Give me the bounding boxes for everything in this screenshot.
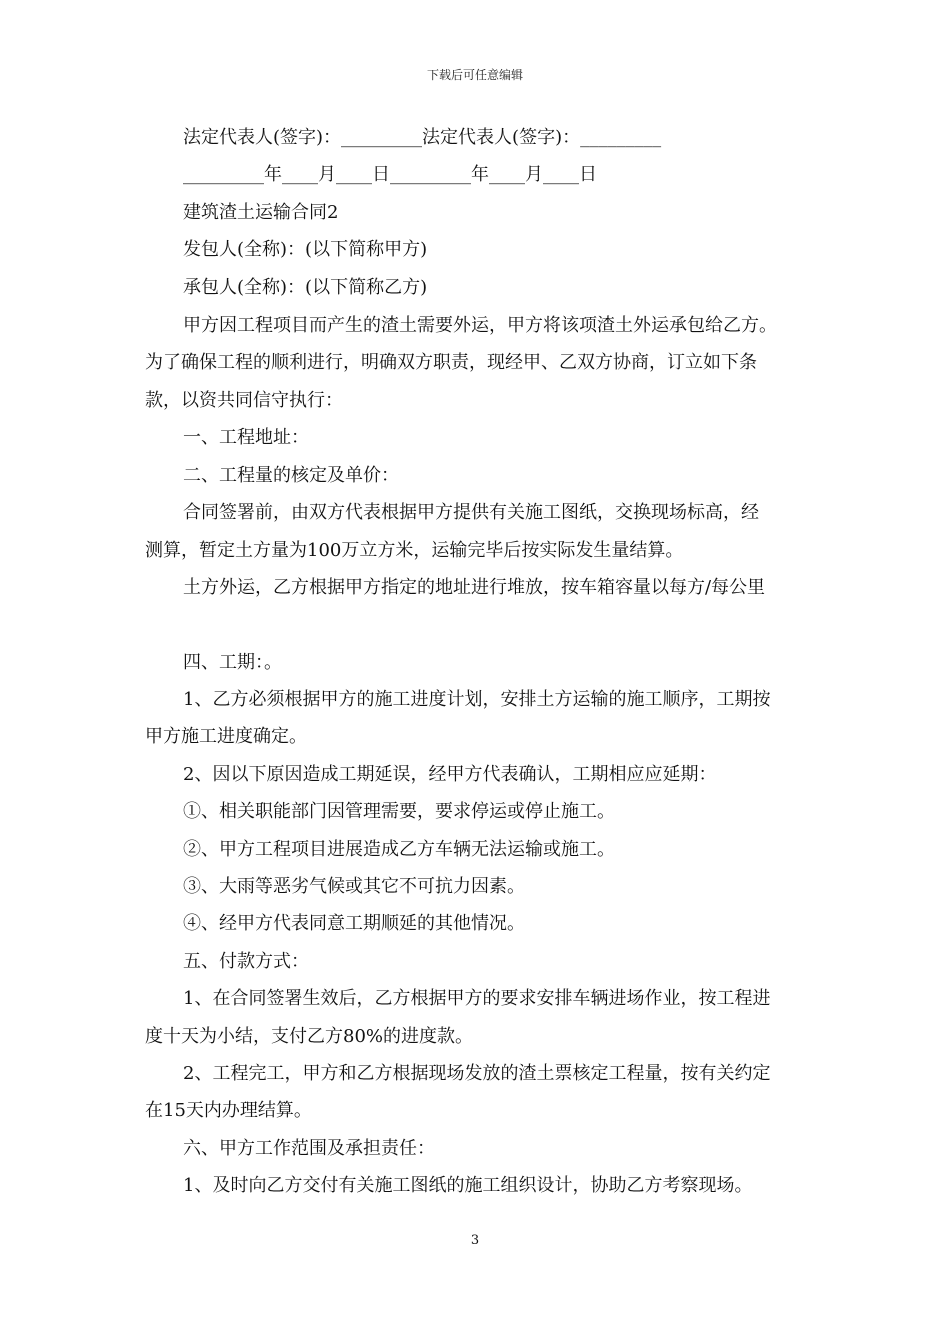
text-line: _________年____月____日_________年____月____日 <box>183 164 597 185</box>
text-line: 为了确保工程的顺利进行，明确双方职责，现经甲、乙双方协商，订立如下条 <box>145 352 757 373</box>
text-line: 土方外运，乙方根据甲方指定的地址进行堆放，按车箱容量以每方/每公里 <box>183 577 766 598</box>
text-line: 五、付款方式： <box>183 951 309 972</box>
text-line: ③、大雨等恶劣气候或其它不可抗力因素。 <box>183 876 525 897</box>
text-line: 2、工程完工，甲方和乙方根据现场发放的渣土票核定工程量，按有关约定 <box>183 1063 771 1084</box>
text-line: 承包人(全称)：(以下简称乙方) <box>183 277 428 298</box>
text-line: 甲方施工进度确定。 <box>145 726 307 747</box>
text-line: 六、甲方工作范围及承担责任： <box>183 1138 435 1159</box>
text-line: 2、因以下原因造成工期延误，经甲方代表确认，工期相应应延期： <box>183 764 717 785</box>
text-line: ①、相关职能部门因管理需要，要求停运或停止施工。 <box>183 801 615 822</box>
text-line: 法定代表人(签字)：_________法定代表人(签字)：_________ <box>183 127 662 148</box>
text-line: 度十天为小结，支付乙方80%的进度款。 <box>145 1026 474 1047</box>
text-line: 建筑渣土运输合同2 <box>183 202 339 223</box>
text-line: 1、乙方必须根据甲方的施工进度计划，安排土方运输的施工顺序，工期按 <box>183 689 771 710</box>
text-line: 款，以资共同信守执行： <box>145 390 343 411</box>
text-line: 1、在合同签署生效后，乙方根据甲方的要求安排车辆进场作业，按工程进 <box>183 988 771 1009</box>
text-line: 四、工期：。 <box>183 652 282 673</box>
text-line: ②、甲方工程项目进展造成乙方车辆无法运输或施工。 <box>183 839 615 860</box>
text-line: 在15天内办理结算。 <box>145 1100 312 1121</box>
text-line: 甲方因工程项目而产生的渣土需要外运，甲方将该项渣土外运承包给乙方。 <box>183 315 777 336</box>
text-line: 1、及时向乙方交付有关施工图纸的施工组织设计，协助乙方考察现场。 <box>183 1175 753 1196</box>
text-line: 一、工程地址： <box>183 427 309 448</box>
text-line: 二、工程量的核定及单价： <box>183 465 399 486</box>
text-line: ④、经甲方代表同意工期顺延的其他情况。 <box>183 913 525 934</box>
text-line: 发包人(全称)：(以下简称甲方) <box>183 239 428 260</box>
page-number: 3 <box>470 1233 480 1248</box>
text-line: 合同签署前，由双方代表根据甲方提供有关施工图纸，交换现场标高，经 <box>183 502 759 523</box>
text-line: 测算，暂定土方量为100万立方米，运输完毕后按实际发生量结算。 <box>145 540 684 561</box>
page-header: 下载后可任意编辑 <box>426 68 523 82</box>
